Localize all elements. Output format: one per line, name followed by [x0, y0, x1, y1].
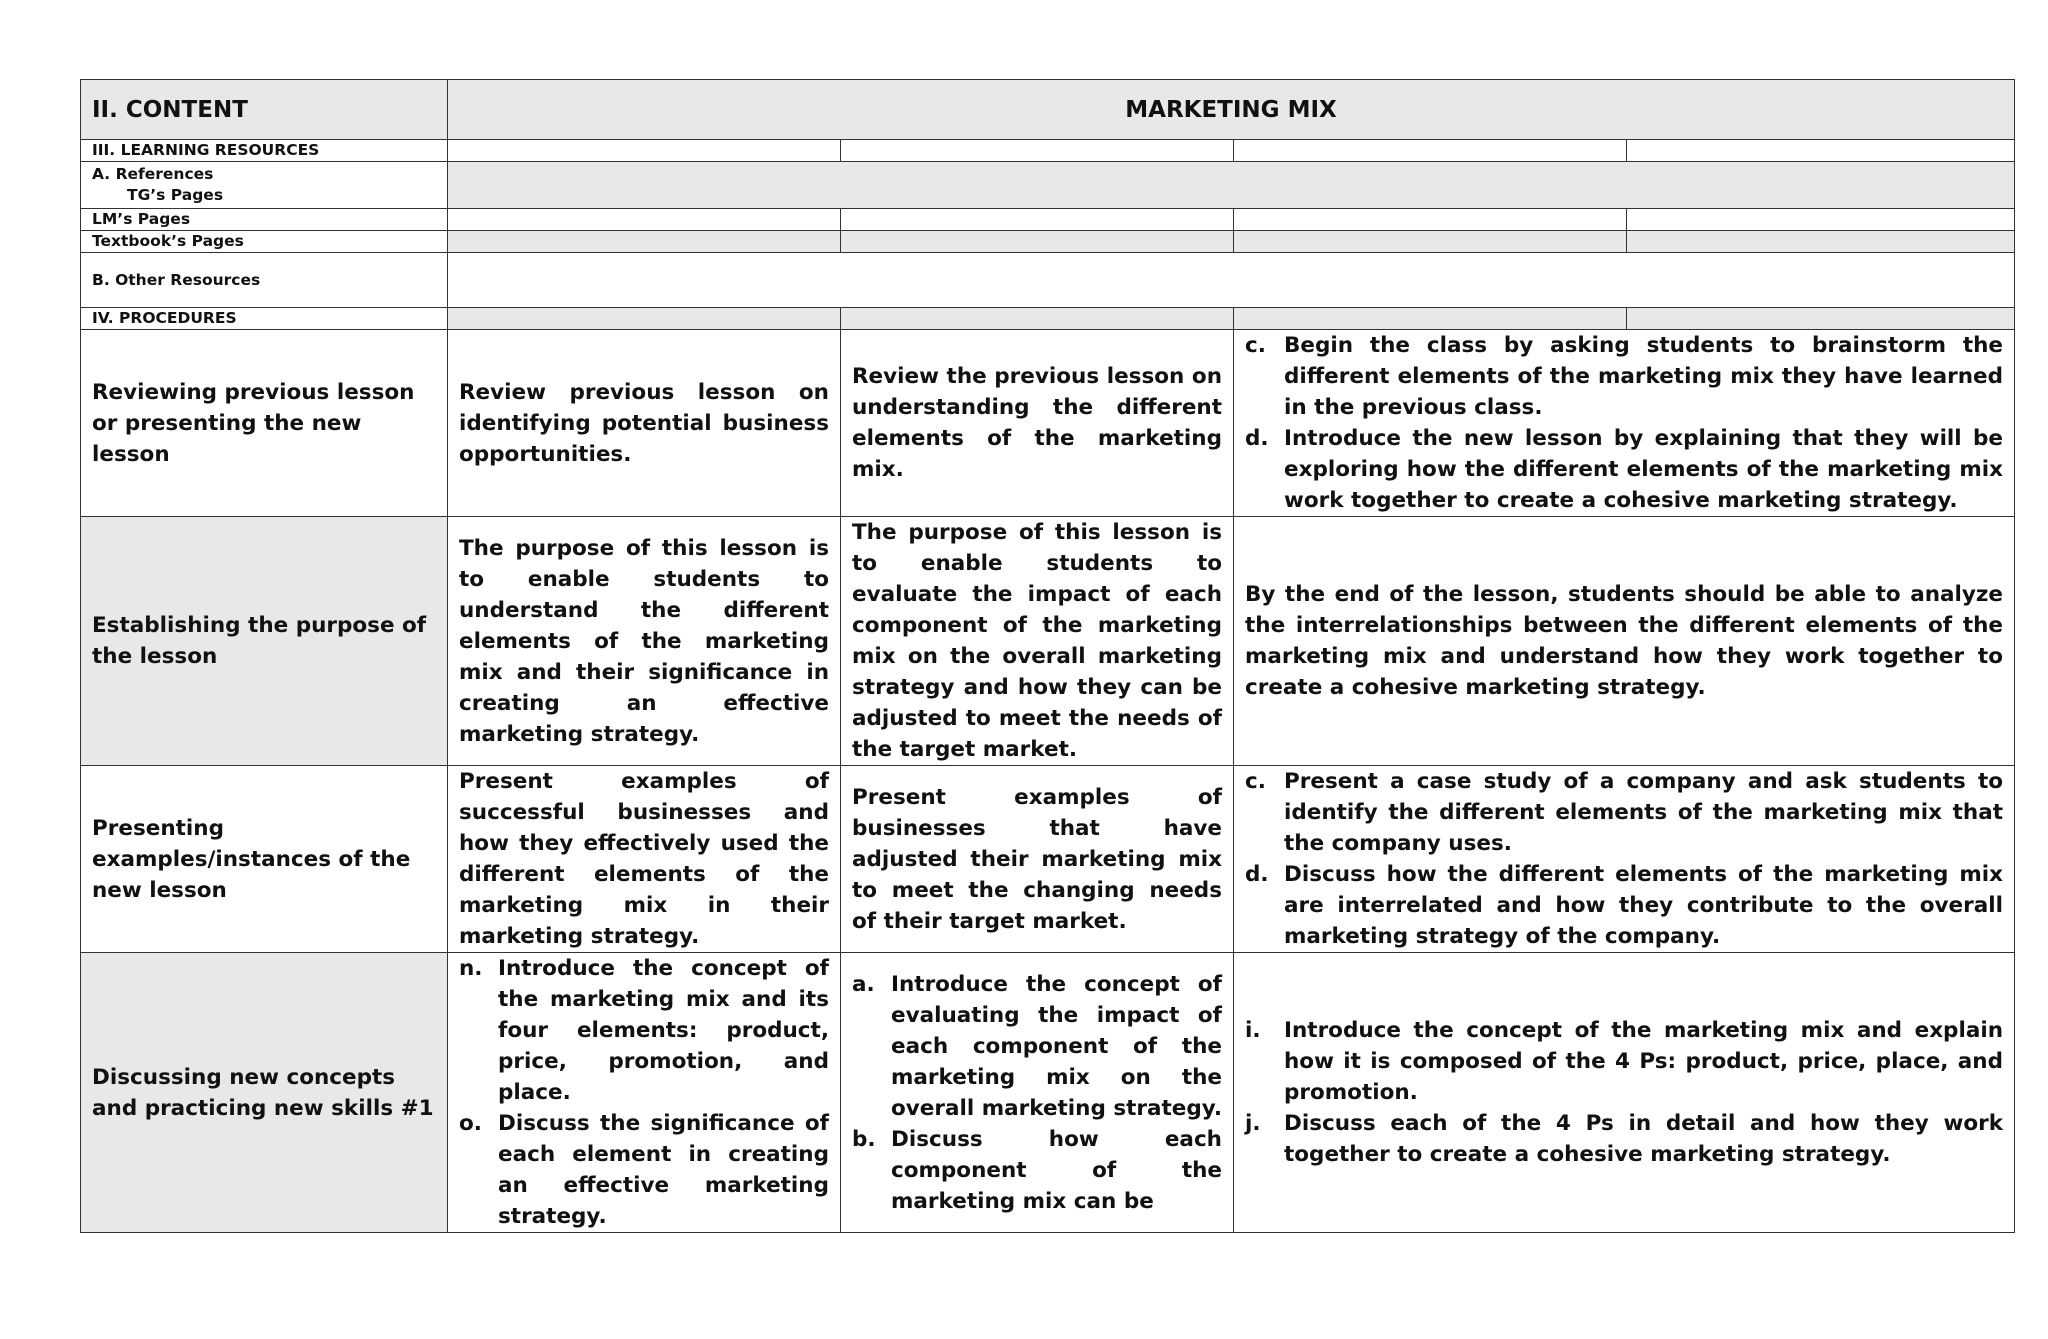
- empty-cell: [448, 231, 841, 253]
- list-item: [1245, 859, 2003, 952]
- procedure-cell: [1234, 766, 2015, 953]
- procedure-list: [1245, 766, 2003, 952]
- list-text: Discuss the significance of each element in creating an effective marketing strategy.: [498, 1111, 829, 1229]
- list-text: Begin the class by asking students to brainstorm the different elements of the marketing mix they have learned in the previous class.: [1284, 333, 2003, 420]
- procedure-text: By the end of the lesson, students should be able to analyze the interrelationships between the different elements of the marketing mix and understand how they work together to create a cohesive marketing strategy.: [1245, 582, 2003, 700]
- empty-cell: [1627, 140, 2015, 162]
- procedure-label: Reviewing previous lesson or presenting the new lesson: [81, 330, 448, 517]
- procedure-cell: [841, 330, 1234, 517]
- procedure-text: The purpose of this lesson is to enable students to evaluate the impact of each component of the marketing mix on the overall marketing strategy and how they can be adjusted to meet the needs of the target market.: [852, 520, 1222, 762]
- list-marker: c.: [1245, 769, 1266, 794]
- procedure-label: Discussing new concepts and practicing new skills #1: [81, 953, 448, 1233]
- references-text: A. References: [92, 165, 214, 183]
- list-marker: b.: [852, 1126, 876, 1152]
- list-marker: j.: [1245, 1111, 1261, 1136]
- list-marker: c.: [1245, 333, 1266, 358]
- list-marker: i.: [1245, 1018, 1261, 1043]
- lm-pages-row: [81, 209, 2015, 231]
- list-marker: d.: [1245, 862, 1269, 887]
- procedure-cell: [1234, 330, 2015, 517]
- procedure-row: [81, 953, 2015, 1233]
- list-item: [852, 1124, 1222, 1217]
- procedure-cell: [1234, 517, 2015, 766]
- references-label: [81, 162, 448, 209]
- procedure-list: [852, 969, 1222, 1217]
- procedure-cell: [448, 517, 841, 766]
- list-text: Discuss how each component of the marketing mix can be: [891, 1126, 1222, 1214]
- list-marker: a.: [852, 971, 875, 997]
- procedure-row: [81, 517, 2015, 766]
- procedure-label: Establishing the purpose of the lesson: [81, 517, 448, 766]
- empty-cell: [448, 209, 841, 231]
- list-marker: n.: [459, 956, 483, 981]
- list-text: Introduce the concept of the marketing mix and its four elements: product, price, promotion, and place.: [498, 956, 829, 1105]
- list-text: Introduce the concept of the marketing mix and explain how it is composed of the 4 Ps: product, price, place, and promotion.: [1284, 1018, 2003, 1105]
- procedure-text: Present examples of successful businesses and how they effectively used the different elements of the marketing mix in their marketing strategy.: [459, 769, 829, 949]
- empty-cell: [1234, 140, 1627, 162]
- procedure-cell: [841, 517, 1234, 766]
- content-label: II. CONTENT: [81, 80, 448, 140]
- list-item: [1245, 1015, 2003, 1108]
- textbook-pages-row: [81, 231, 2015, 253]
- list-text: Discuss each of the 4 Ps in detail and how they work together to create a cohesive marketing strategy.: [1284, 1111, 2003, 1167]
- list-text: Discuss how the different elements of the marketing mix are interrelated and how they contribute to the overall marketing strategy of the company.: [1284, 862, 2003, 949]
- procedures-label: IV. PROCEDURES: [81, 308, 448, 330]
- empty-cell: [1627, 308, 2015, 330]
- empty-cell: [1627, 231, 2015, 253]
- empty-cell: [841, 209, 1234, 231]
- list-text: Introduce the new lesson by explaining that they will be exploring how the different elements of the marketing mix work together to create a cohesive marketing strategy.: [1284, 426, 2003, 513]
- procedure-text: Review the previous lesson on understanding the different elements of the marketing mix.: [852, 364, 1222, 482]
- empty-cell: [448, 140, 841, 162]
- empty-cell: [841, 231, 1234, 253]
- procedure-cell: [448, 953, 841, 1233]
- procedure-text: Present examples of businesses that have adjusted their marketing mix to meet the changing needs of their target market.: [852, 784, 1222, 934]
- learning-resources-label: III. LEARNING RESOURCES: [81, 140, 448, 162]
- procedure-row: [81, 330, 2015, 517]
- list-item: [459, 1108, 829, 1232]
- list-marker: o.: [459, 1111, 482, 1136]
- list-text: Introduce the concept of evaluating the impact of each component of the marketing mix on the overall marketing strategy.: [891, 971, 1222, 1121]
- list-item: [852, 969, 1222, 1124]
- page-title: MARKETING MIX: [448, 80, 2015, 140]
- references-row: [81, 162, 2015, 209]
- references-value: [448, 162, 2015, 209]
- other-resources-label: B. Other Resources: [81, 253, 448, 308]
- empty-cell: [448, 308, 841, 330]
- list-item: [1245, 330, 2003, 423]
- textbook-pages-label: Textbook’s Pages: [81, 231, 448, 253]
- lm-pages-label: LM’s Pages: [81, 209, 448, 231]
- list-item: [1245, 423, 2003, 516]
- tg-pages-text: TG’s Pages: [127, 186, 224, 204]
- empty-cell: [841, 308, 1234, 330]
- content-row: [81, 80, 2015, 140]
- procedure-list: [1245, 1015, 2003, 1170]
- procedure-text: The purpose of this lesson is to enable students to understand the different elements of the marketing mix and their significance in creating an effective marketing strategy.: [459, 535, 829, 747]
- empty-cell: [1234, 231, 1627, 253]
- procedure-cell: [448, 766, 841, 953]
- empty-cell: [1234, 308, 1627, 330]
- list-item: [459, 953, 829, 1108]
- procedure-list: [459, 953, 829, 1232]
- procedure-label: Presenting examples/instances of the new lesson: [81, 766, 448, 953]
- procedure-row: [81, 766, 2015, 953]
- list-marker: d.: [1245, 426, 1269, 451]
- list-text: Present a case study of a company and ask students to identify the different elements of the marketing mix that the company uses.: [1284, 769, 2003, 856]
- list-item: [1245, 766, 2003, 859]
- learning-resources-row: [81, 140, 2015, 162]
- procedure-cell: [841, 953, 1234, 1233]
- list-item: [1245, 1108, 2003, 1170]
- lesson-plan-sheet: [80, 79, 2014, 1233]
- empty-cell: [841, 140, 1234, 162]
- procedure-text: Review previous lesson on identifying potential business opportunities.: [459, 379, 829, 467]
- other-resources-row: [81, 253, 2015, 308]
- other-resources-value: [448, 253, 2015, 308]
- procedures-row: [81, 308, 2015, 330]
- procedure-cell: [1234, 953, 2015, 1233]
- empty-cell: [1627, 209, 2015, 231]
- procedure-cell: [448, 330, 841, 517]
- procedure-cell: [841, 766, 1234, 953]
- empty-cell: [1234, 209, 1627, 231]
- lesson-plan-table: [80, 79, 2015, 1233]
- procedure-list: [1245, 330, 2003, 516]
